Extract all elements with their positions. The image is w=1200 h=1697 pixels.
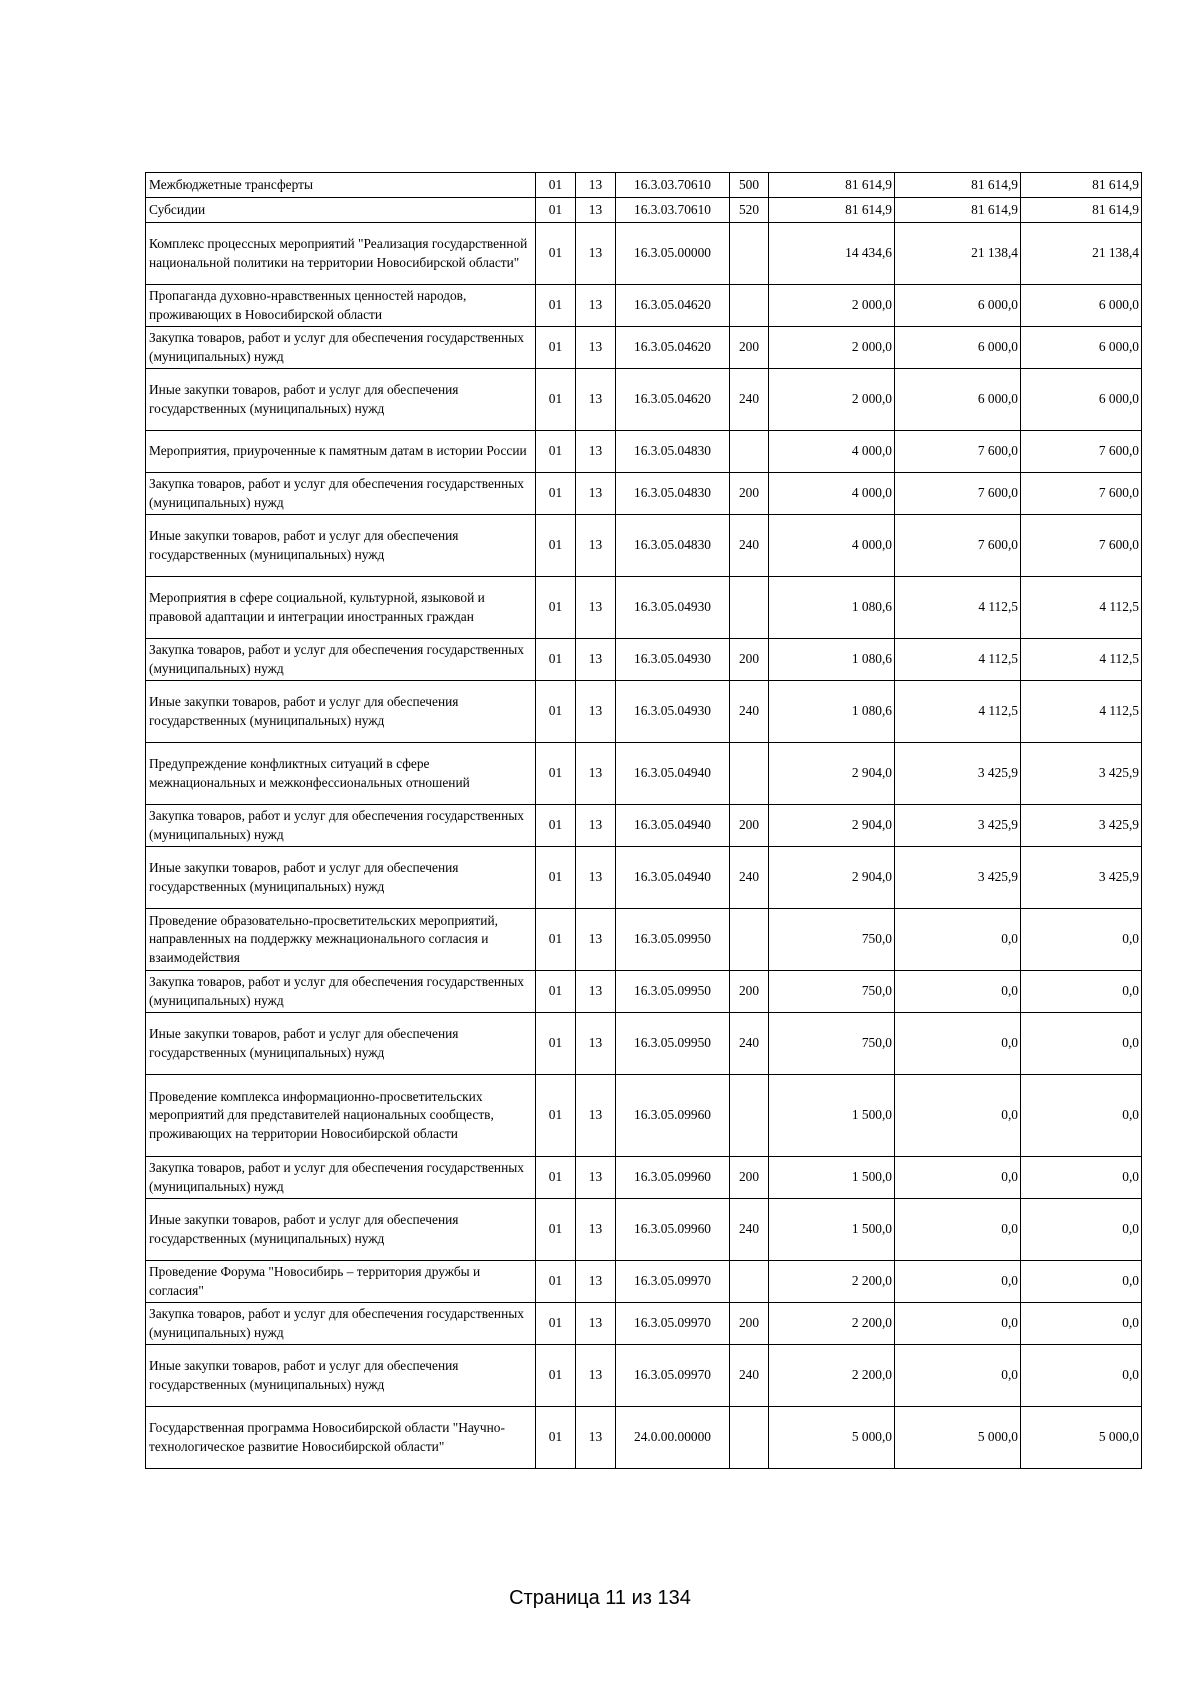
amount-year-3: 7 600,0 [1021,431,1142,473]
subsection-code: 13 [576,473,616,515]
amount-year-1: 81 614,9 [769,173,895,198]
amount-year-2: 6 000,0 [895,327,1021,369]
expense-type-code [730,1075,769,1157]
subsection-code: 13 [576,971,616,1013]
amount-year-2: 4 112,5 [895,681,1021,743]
subsection-code: 13 [576,327,616,369]
amount-year-1: 2 200,0 [769,1303,895,1345]
subsection-code: 13 [576,681,616,743]
subsection-code: 13 [576,805,616,847]
amount-year-2: 4 112,5 [895,577,1021,639]
expense-type-code [730,1407,769,1469]
amount-year-3: 0,0 [1021,1075,1142,1157]
amount-year-1: 1 080,6 [769,577,895,639]
target-article-code: 16.3.05.09970 [616,1261,730,1303]
row-name: Комплекс процессных мероприятий "Реализация государственной национальной политики на территории Новосибирской области" [146,223,536,285]
table-row [146,327,1142,369]
section-code: 01 [536,223,576,285]
table-row [146,1407,1142,1469]
row-name: Иные закупки товаров, работ и услуг для обеспечения государственных (муниципальных) нужд [146,1345,536,1407]
amount-year-2: 5 000,0 [895,1407,1021,1469]
row-name: Закупка товаров, работ и услуг для обеспечения государственных (муниципальных) нужд [146,805,536,847]
expense-type-code: 500 [730,173,769,198]
subsection-code: 13 [576,198,616,223]
expense-type-code: 200 [730,805,769,847]
amount-year-2: 7 600,0 [895,473,1021,515]
budget-table [145,172,1142,1469]
amount-year-3: 0,0 [1021,971,1142,1013]
amount-year-1: 2 904,0 [769,743,895,805]
amount-year-1: 1 500,0 [769,1199,895,1261]
section-code: 01 [536,1407,576,1469]
row-name: Проведение комплекса информационно-просветительских мероприятий для представителей национальных сообществ, проживающих на территории Новосибирской области [146,1075,536,1157]
amount-year-1: 2 000,0 [769,327,895,369]
target-article-code: 16.3.05.09950 [616,909,730,971]
amount-year-3: 81 614,9 [1021,173,1142,198]
table-row [146,223,1142,285]
table-row [146,743,1142,805]
amount-year-2: 3 425,9 [895,805,1021,847]
amount-year-1: 81 614,9 [769,198,895,223]
amount-year-2: 0,0 [895,1303,1021,1345]
section-code: 01 [536,1303,576,1345]
row-name: Иные закупки товаров, работ и услуг для обеспечения государственных (муниципальных) нужд [146,1013,536,1075]
subsection-code: 13 [576,1303,616,1345]
expense-type-code: 240 [730,681,769,743]
amount-year-2: 6 000,0 [895,369,1021,431]
expense-type-code: 240 [730,1013,769,1075]
expense-type-code: 520 [730,198,769,223]
target-article-code: 16.3.05.04930 [616,639,730,681]
subsection-code: 13 [576,847,616,909]
amount-year-1: 2 200,0 [769,1345,895,1407]
amount-year-1: 5 000,0 [769,1407,895,1469]
row-name: Субсидии [146,198,536,223]
amount-year-2: 0,0 [895,971,1021,1013]
amount-year-1: 2 904,0 [769,847,895,909]
target-article-code: 16.3.05.04830 [616,473,730,515]
amount-year-3: 0,0 [1021,1157,1142,1199]
section-code: 01 [536,1157,576,1199]
target-article-code: 16.3.05.09970 [616,1345,730,1407]
amount-year-3: 0,0 [1021,1199,1142,1261]
table-row [146,173,1142,198]
section-code: 01 [536,847,576,909]
section-code: 01 [536,431,576,473]
target-article-code: 16.3.05.04620 [616,285,730,327]
expense-type-code: 200 [730,327,769,369]
expense-type-code [730,577,769,639]
section-code: 01 [536,515,576,577]
amount-year-3: 81 614,9 [1021,198,1142,223]
section-code: 01 [536,1345,576,1407]
table-row [146,473,1142,515]
row-name: Мероприятия, приуроченные к памятным датам в истории России [146,431,536,473]
amount-year-2: 0,0 [895,1157,1021,1199]
table-row [146,1261,1142,1303]
amount-year-1: 14 434,6 [769,223,895,285]
subsection-code: 13 [576,515,616,577]
section-code: 01 [536,1261,576,1303]
amount-year-2: 0,0 [895,1075,1021,1157]
target-article-code: 16.3.05.09950 [616,1013,730,1075]
section-code: 01 [536,369,576,431]
expense-type-code: 200 [730,473,769,515]
expense-type-code: 200 [730,639,769,681]
subsection-code: 13 [576,369,616,431]
table-row [146,369,1142,431]
amount-year-2: 6 000,0 [895,285,1021,327]
expense-type-code [730,431,769,473]
subsection-code: 13 [576,639,616,681]
target-article-code: 16.3.05.04930 [616,577,730,639]
subsection-code: 13 [576,1407,616,1469]
amount-year-1: 4 000,0 [769,473,895,515]
expense-type-code [730,743,769,805]
amount-year-2: 3 425,9 [895,743,1021,805]
table-row [146,431,1142,473]
table-row [146,1075,1142,1157]
table-row [146,681,1142,743]
section-code: 01 [536,285,576,327]
section-code: 01 [536,743,576,805]
target-article-code: 16.3.05.09970 [616,1303,730,1345]
row-name: Проведение образовательно-просветительских мероприятий, направленных на поддержку межнационального согласия и взаимодействия [146,909,536,971]
amount-year-3: 4 112,5 [1021,681,1142,743]
subsection-code: 13 [576,1075,616,1157]
page-number: Страница 11 из 134 [509,1587,691,1609]
section-code: 01 [536,805,576,847]
subsection-code: 13 [576,173,616,198]
table-row [146,515,1142,577]
section-code: 01 [536,1199,576,1261]
amount-year-3: 5 000,0 [1021,1407,1142,1469]
amount-year-1: 1 500,0 [769,1157,895,1199]
section-code: 01 [536,971,576,1013]
table-row [146,639,1142,681]
expense-type-code [730,1261,769,1303]
subsection-code: 13 [576,743,616,805]
row-name: Иные закупки товаров, работ и услуг для обеспечения государственных (муниципальных) нужд [146,515,536,577]
table-row [146,1157,1142,1199]
amount-year-2: 0,0 [895,909,1021,971]
target-article-code: 24.0.00.00000 [616,1407,730,1469]
target-article-code: 16.3.05.04830 [616,431,730,473]
section-code: 01 [536,1013,576,1075]
amount-year-3: 21 138,4 [1021,223,1142,285]
amount-year-2: 3 425,9 [895,847,1021,909]
target-article-code: 16.3.05.04620 [616,369,730,431]
row-name: Иные закупки товаров, работ и услуг для обеспечения государственных (муниципальных) нужд [146,1199,536,1261]
row-name: Предупреждение конфликтных ситуаций в сфере межнациональных и межконфессиональных отношений [146,743,536,805]
subsection-code: 13 [576,1157,616,1199]
amount-year-2: 7 600,0 [895,515,1021,577]
subsection-code: 13 [576,285,616,327]
amount-year-3: 4 112,5 [1021,639,1142,681]
amount-year-2: 0,0 [895,1199,1021,1261]
section-code: 01 [536,681,576,743]
row-name: Государственная программа Новосибирской области "Научно-технологическое развитие Новосибирской области" [146,1407,536,1469]
amount-year-1: 2 000,0 [769,285,895,327]
amount-year-2: 4 112,5 [895,639,1021,681]
amount-year-2: 0,0 [895,1345,1021,1407]
amount-year-3: 3 425,9 [1021,743,1142,805]
amount-year-3: 0,0 [1021,909,1142,971]
expense-type-code: 200 [730,1157,769,1199]
amount-year-1: 2 904,0 [769,805,895,847]
amount-year-3: 6 000,0 [1021,285,1142,327]
amount-year-2: 0,0 [895,1261,1021,1303]
table-row [146,577,1142,639]
amount-year-3: 7 600,0 [1021,473,1142,515]
subsection-code: 13 [576,1013,616,1075]
table-row [146,1345,1142,1407]
target-article-code: 16.3.05.09950 [616,971,730,1013]
subsection-code: 13 [576,1345,616,1407]
row-name: Закупка товаров, работ и услуг для обеспечения государственных (муниципальных) нужд [146,327,536,369]
amount-year-2: 81 614,9 [895,198,1021,223]
subsection-code: 13 [576,1261,616,1303]
table-row [146,909,1142,971]
amount-year-3: 6 000,0 [1021,327,1142,369]
amount-year-3: 6 000,0 [1021,369,1142,431]
amount-year-2: 21 138,4 [895,223,1021,285]
amount-year-3: 4 112,5 [1021,577,1142,639]
amount-year-1: 4 000,0 [769,431,895,473]
expense-type-code: 200 [730,1303,769,1345]
amount-year-3: 0,0 [1021,1013,1142,1075]
section-code: 01 [536,909,576,971]
target-article-code: 16.3.05.04940 [616,847,730,909]
expense-type-code: 240 [730,1199,769,1261]
target-article-code: 16.3.05.04930 [616,681,730,743]
row-name: Закупка товаров, работ и услуг для обеспечения государственных (муниципальных) нужд [146,473,536,515]
table-row [146,198,1142,223]
expense-type-code: 240 [730,515,769,577]
amount-year-1: 750,0 [769,909,895,971]
amount-year-3: 0,0 [1021,1261,1142,1303]
target-article-code: 16.3.05.09960 [616,1199,730,1261]
target-article-code: 16.3.03.70610 [616,198,730,223]
row-name: Мероприятия в сфере социальной, культурной, языковой и правовой адаптации и интеграции иностранных граждан [146,577,536,639]
table-row [146,847,1142,909]
amount-year-1: 2 000,0 [769,369,895,431]
section-code: 01 [536,1075,576,1157]
row-name: Закупка товаров, работ и услуг для обеспечения государственных (муниципальных) нужд [146,971,536,1013]
row-name: Проведение Форума "Новосибирь – территория дружбы и согласия" [146,1261,536,1303]
expense-type-code [730,285,769,327]
subsection-code: 13 [576,431,616,473]
target-article-code: 16.3.05.04940 [616,743,730,805]
amount-year-1: 1 500,0 [769,1075,895,1157]
amount-year-3: 3 425,9 [1021,847,1142,909]
expense-type-code: 240 [730,369,769,431]
table-row [146,285,1142,327]
row-name: Закупка товаров, работ и услуг для обеспечения государственных (муниципальных) нужд [146,1157,536,1199]
section-code: 01 [536,639,576,681]
row-name: Межбюджетные трансферты [146,173,536,198]
section-code: 01 [536,473,576,515]
amount-year-3: 3 425,9 [1021,805,1142,847]
amount-year-1: 750,0 [769,971,895,1013]
table-body [146,173,1142,1469]
target-article-code: 16.3.05.04830 [616,515,730,577]
table-row [146,1199,1142,1261]
row-name: Закупка товаров, работ и услуг для обеспечения государственных (муниципальных) нужд [146,639,536,681]
amount-year-2: 0,0 [895,1013,1021,1075]
target-article-code: 16.3.03.70610 [616,173,730,198]
amount-year-3: 0,0 [1021,1345,1142,1407]
section-code: 01 [536,577,576,639]
row-name: Иные закупки товаров, работ и услуг для обеспечения государственных (муниципальных) нужд [146,681,536,743]
expense-type-code: 200 [730,971,769,1013]
table-row [146,1013,1142,1075]
table-row [146,805,1142,847]
expense-type-code: 240 [730,1345,769,1407]
subsection-code: 13 [576,1199,616,1261]
target-article-code: 16.3.05.04940 [616,805,730,847]
amount-year-1: 2 200,0 [769,1261,895,1303]
row-name: Иные закупки товаров, работ и услуг для обеспечения государственных (муниципальных) нужд [146,369,536,431]
expense-type-code [730,223,769,285]
subsection-code: 13 [576,223,616,285]
subsection-code: 13 [576,909,616,971]
amount-year-1: 750,0 [769,1013,895,1075]
amount-year-3: 0,0 [1021,1303,1142,1345]
amount-year-1: 1 080,6 [769,639,895,681]
section-code: 01 [536,198,576,223]
row-name: Иные закупки товаров, работ и услуг для обеспечения государственных (муниципальных) нужд [146,847,536,909]
target-article-code: 16.3.05.09960 [616,1075,730,1157]
table-row [146,971,1142,1013]
subsection-code: 13 [576,577,616,639]
amount-year-2: 81 614,9 [895,173,1021,198]
amount-year-2: 7 600,0 [895,431,1021,473]
expense-type-code [730,909,769,971]
target-article-code: 16.3.05.04620 [616,327,730,369]
section-code: 01 [536,173,576,198]
target-article-code: 16.3.05.00000 [616,223,730,285]
expense-type-code: 240 [730,847,769,909]
section-code: 01 [536,327,576,369]
amount-year-1: 1 080,6 [769,681,895,743]
row-name: Пропаганда духовно-нравственных ценностей народов, проживающих в Новосибирской области [146,285,536,327]
target-article-code: 16.3.05.09960 [616,1157,730,1199]
amount-year-3: 7 600,0 [1021,515,1142,577]
table-row [146,1303,1142,1345]
amount-year-1: 4 000,0 [769,515,895,577]
row-name: Закупка товаров, работ и услуг для обеспечения государственных (муниципальных) нужд [146,1303,536,1345]
